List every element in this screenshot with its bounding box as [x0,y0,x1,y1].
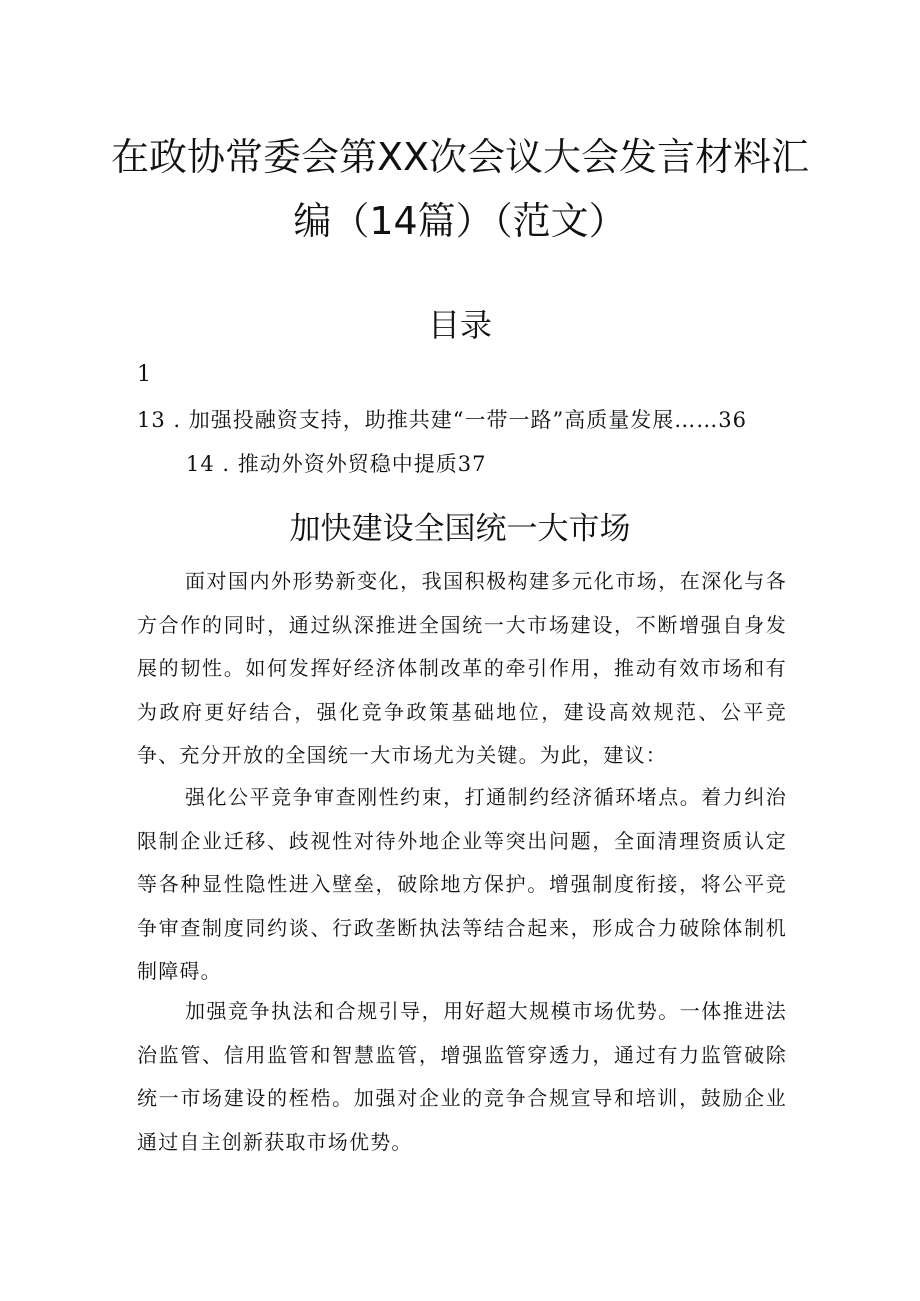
toc-heading: 目录 [427,306,492,344]
toc-page-marker: 1 [137,362,152,387]
document-title-line-1: 在政协常委会第XX次会议大会发言材料汇 [110,135,810,179]
body-paragraph: 强化公平竞争审查刚性约束，打通制约经济循环堵点。着力纠治限制企业迁移、歧视性对待外地企业等突出问题，全面清理资质认定等各种显性隐性进入壁垒，破除地方保护。增强制度衔接，将公平竞争审查制度同约谈、行政垄断执法等结合起来，形成合力破除体制机制障碍。 [137,785,787,983]
toc-item: 14 . 推动外资外贸稳中提质37 [186,452,487,476]
body-paragraph: 面对国内外形势新变化，我国积极构建多元化市场，在深化与各方合作的同时，通过纵深推进全国统一大市场建设，不断增强自身发展的韧性。如何发挥好经济体制改革的牵引作用，推动有效市场和有为政府更好结合，强化竞争政策基础地位，建设高效规范、公平竞争、充分开放的全国统一大市场尤为关键。为此，建议： [137,569,787,767]
document-title-line-2: 编（14篇）（范文） [293,199,627,243]
body-paragraph: 加强竞争执法和合规引导，用好超大规模市场优势。一体推进法治监管、信用监管和智慧监管，增强监管穿透力，通过有力监管破除统一市场建设的桎梏。加强对企业的竞争合规宣导和培训，鼓励企业通过自主创新获取市场优势。 [137,999,787,1154]
section-heading: 加快建设全国统一大市场 [289,511,631,547]
toc-item: 13 . 加强投融资支持，助推共建“一带一路”高质量发展……36 [137,408,747,432]
